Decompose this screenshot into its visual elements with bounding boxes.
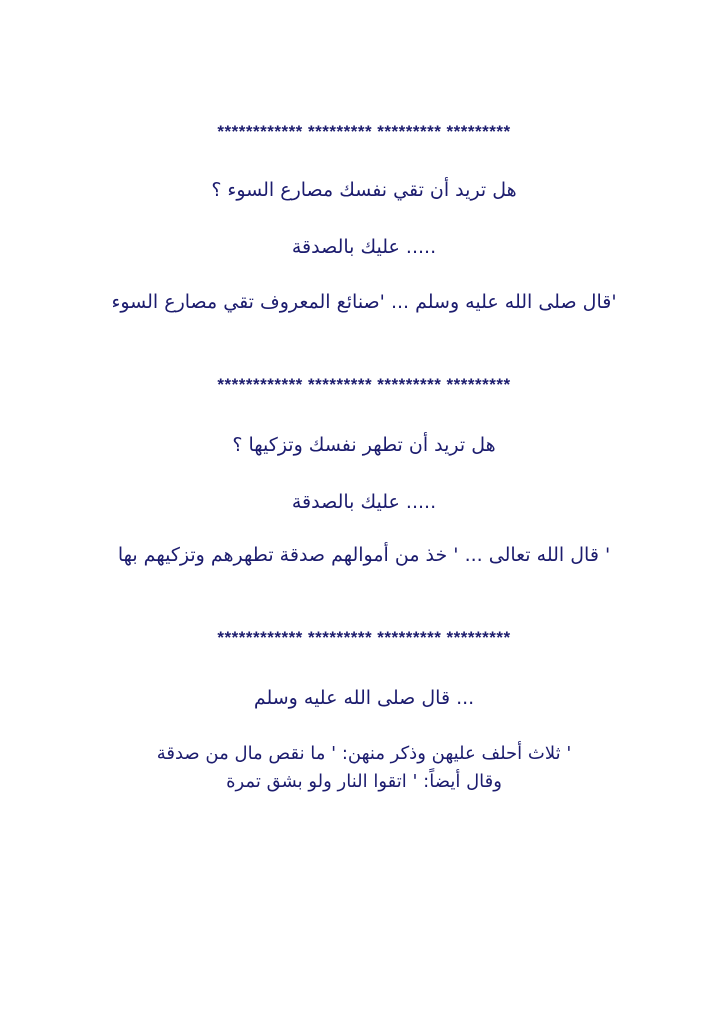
hadith-intro: ... قال صلى الله عليه وسلم	[253, 687, 475, 709]
question-heading: هل تريد أن تقي نفسك مصارع السوء ؟	[211, 179, 517, 201]
evidence-line: 'قال صلى الله عليه وسلم ... 'صنائع المعروف تقي مصارع السوء	[111, 291, 617, 313]
evidence-line: ' قال الله تعالى ... ' خذ من أموالهم صدقة تطهرهم وتزكيهم بها	[117, 544, 611, 566]
hadith-line: وقال أيضاً: ' اتقوا النار ولو بشق تمرة	[226, 771, 502, 792]
separator-line: ************ ********* ********* *********	[217, 122, 511, 141]
separator-line: ************ ********* ********* *********	[217, 628, 511, 647]
question-heading: هل تريد أن تطهر نفسك وتزكيها ؟	[232, 434, 496, 456]
separator-line: ************ ********* ********* *********	[217, 375, 511, 394]
answer-line: ..... عليك بالصدقة	[291, 236, 437, 258]
hadith-line: ' ثلاث أحلف عليهن وذكر منهن: ' ما نقص مال من صدقة	[156, 743, 572, 764]
answer-line: ..... عليك بالصدقة	[291, 491, 437, 513]
